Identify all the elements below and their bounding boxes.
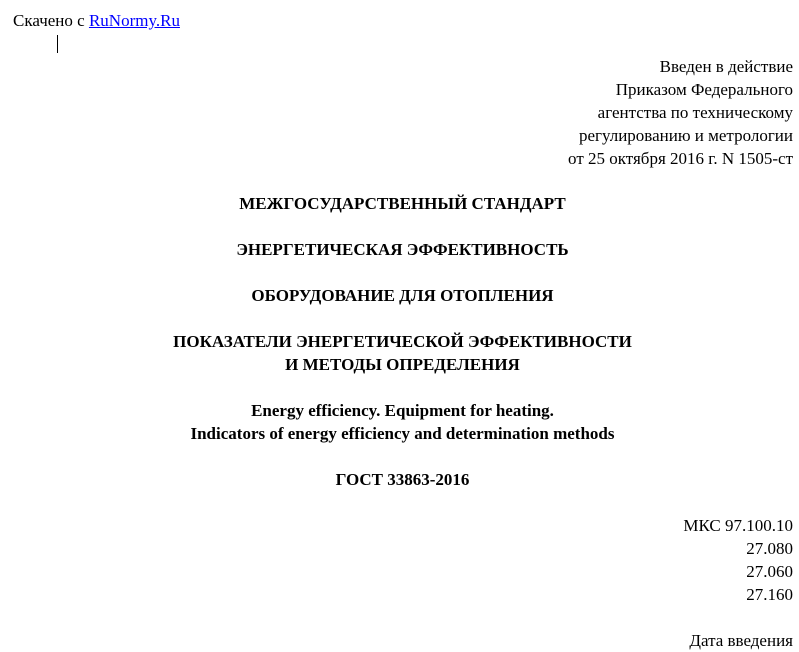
standard-type-heading xyxy=(0,192,799,215)
title-3-heading xyxy=(0,330,799,376)
enactment-block xyxy=(373,55,793,170)
mks-code: МКС 97.100.10 xyxy=(683,516,793,535)
enactment-line: агентства по техническому xyxy=(597,103,793,122)
standard-type: МЕЖГОСУДАРСТВЕННЫЙ СТАНДАРТ xyxy=(239,194,566,213)
mks-code: 27.080 xyxy=(746,539,793,558)
mks-code: 27.060 xyxy=(746,562,793,581)
english-title-heading xyxy=(0,399,799,445)
english-title-line-2: Indicators of energy efficiency and determination methods xyxy=(190,424,615,443)
title-2-heading xyxy=(0,284,799,307)
gost-designation: ГОСТ 33863-2016 xyxy=(335,470,470,489)
mks-code: 27.160 xyxy=(746,585,793,604)
source-prefix: Скачено с xyxy=(13,11,89,30)
enactment-line: Введен в действие xyxy=(659,57,793,76)
enactment-line: регулированию и метрологии xyxy=(578,126,793,145)
title-indicators-line-1: ПОКАЗАТЕЛИ ЭНЕРГЕТИЧЕСКОЙ ЭФФЕКТИВНОСТИ xyxy=(173,332,632,351)
classification-codes xyxy=(593,514,793,606)
introduction-date-label: Дата введения xyxy=(689,631,793,650)
title-energy-efficiency: ЭНЕРГЕТИЧЕСКАЯ ЭФФЕКТИВНОСТЬ xyxy=(236,240,569,259)
title-heating-equipment: ОБОРУДОВАНИЕ ДЛЯ ОТОПЛЕНИЯ xyxy=(251,286,554,305)
runormy-link[interactable]: RuNormy.Ru xyxy=(88,11,180,30)
source-line xyxy=(13,9,180,32)
title-1-heading xyxy=(0,238,799,261)
gost-designation-heading xyxy=(0,468,799,491)
enactment-line: от 25 октября 2016 г. N 1505-ст xyxy=(568,149,793,168)
english-title-line-1: Energy efficiency. Equipment for heating. xyxy=(251,401,554,420)
text-caret xyxy=(57,35,58,53)
enactment-line: Приказом Федерального xyxy=(615,80,793,99)
title-indicators-line-2: И МЕТОДЫ ОПРЕДЕЛЕНИЯ xyxy=(285,355,520,374)
